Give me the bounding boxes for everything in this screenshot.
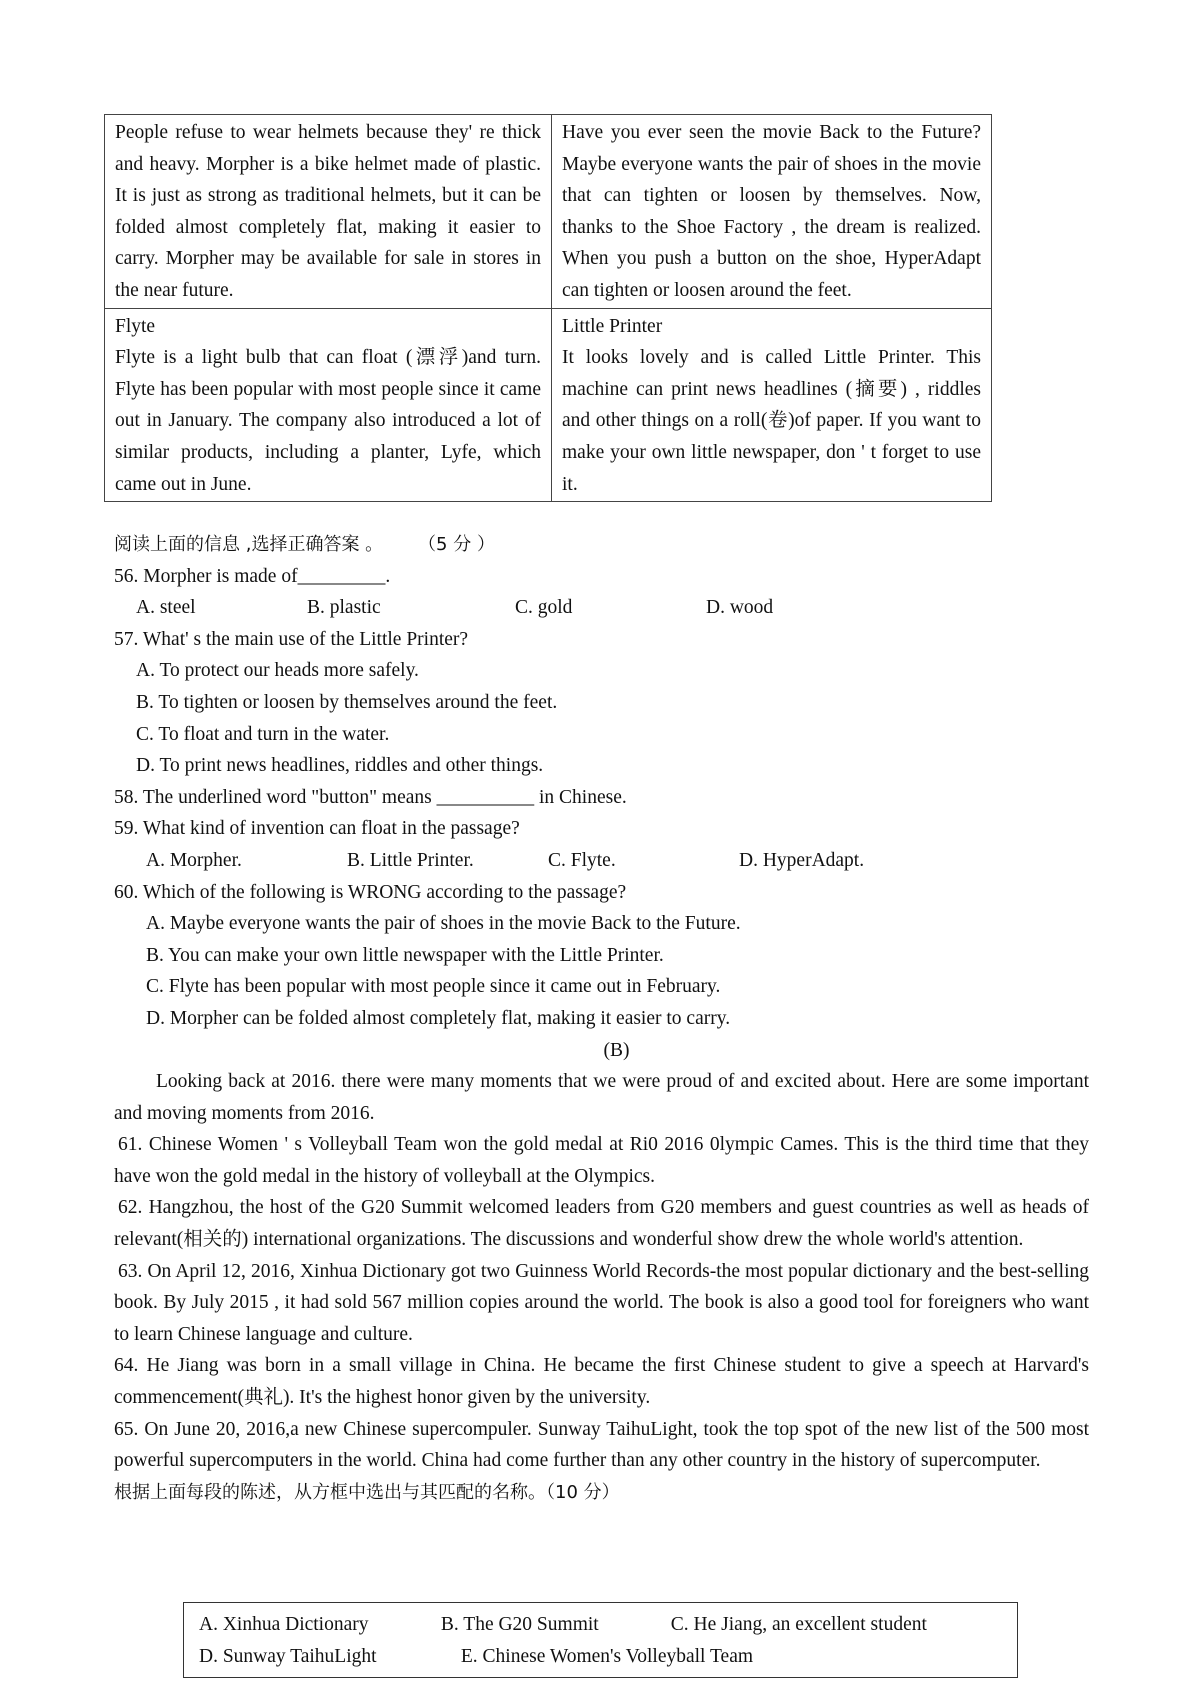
q56-options xyxy=(114,592,1089,624)
instruction-text: 阅读上面的信息 ,选择正确答案 。 xyxy=(114,534,384,555)
option: A. Maybe everyone wants the pair of shoes in the movie Back to the Future. xyxy=(146,913,741,935)
choice: E. Chinese Women's Volleyball Team xyxy=(460,1645,754,1667)
option: A. steel xyxy=(136,597,196,619)
option: D. Morpher can be folded almost completely flat, making it easier to carry. xyxy=(146,1007,731,1029)
option: A. Morpher. xyxy=(146,849,242,871)
answer-choices-box xyxy=(183,1602,1018,1678)
cell-title: Little Printer xyxy=(562,315,663,337)
cell-text: It looks lovely and is called Little Printer. This machine can print news headlines (摘要) , riddles and other things on a roll(卷)of paper. If you want to make your own little newspaper, don ' t forget to use it. xyxy=(562,347,981,495)
hyperadapt-cell xyxy=(552,115,992,309)
item-63: 63. On April 12, 2016, Xinhua Dictionary got two Guinness World Records-the most popular dictionary and the best-selling book. By July 2015 , it had sold 567 million copies around the world. The book is also a good tool for foreigners who want to learn Chinese language and culture. xyxy=(114,1260,1089,1345)
inventions-table xyxy=(104,114,992,502)
cell-text: Have you ever seen the movie Back to the Future? Maybe everyone wants the pair of shoes in the movie that can tighten or loosen by themselves. Now, thanks to the Shoe Factory , the dream is realized. When you push a button on the shoe, HyperAdapt can tighten or loosen around the feet. xyxy=(562,122,981,301)
option: B. To tighten or loosen by themselves around the feet. xyxy=(136,691,558,713)
little-printer-cell xyxy=(552,308,992,502)
choice-row xyxy=(199,1609,1017,1641)
choice: B. The G20 Summit xyxy=(440,1614,599,1635)
question-59: 59. What kind of invention can float in the passage? xyxy=(114,818,520,840)
choice: D. Sunway TaihuLight xyxy=(199,1645,377,1667)
option: D. To print news headlines, riddles and other things. xyxy=(136,755,544,777)
option: A. To protect our heads more safely. xyxy=(136,660,419,682)
item-64: 64. He Jiang was born in a small village in China. He became the first Chinese student to give a speech at Harvard's commencement(典礼). It's the highest honor given by the university. xyxy=(114,1355,1089,1409)
question-56: 56. Morpher is made of_________. xyxy=(114,565,391,587)
section-b-heading: (B) xyxy=(603,1039,630,1061)
item-61: 61. Chinese Women ' s Volleyball Team won the gold medal at Ri0 2016 0lympic Cames. This is the third time that they have won the gold medal in the history of volleyball at the Olympics. xyxy=(114,1134,1089,1187)
choice-row xyxy=(199,1641,1017,1673)
q59-options xyxy=(114,845,1089,877)
section-b-intro: Looking back at 2016. there were many moments that we were proud of and excited about. Here are some important and moving moments from 2016. xyxy=(114,1071,1089,1124)
question-57: 57. What' s the main use of the Little Printer? xyxy=(114,628,469,650)
question-58: 58. The underlined word "button" means __________ in Chinese. xyxy=(114,786,627,808)
option: C. gold xyxy=(515,597,573,619)
option: B. Little Printer. xyxy=(347,849,474,871)
option: D. HyperAdapt. xyxy=(739,849,865,871)
option: B. You can make your own little newspaper with the Little Printer. xyxy=(146,944,664,966)
points-text: （5 分 ） xyxy=(418,534,495,555)
option: C. Flyte has been popular with most people since it came out in February. xyxy=(146,976,721,998)
option: C. Flyte. xyxy=(548,849,616,871)
option: B. plastic xyxy=(307,597,381,619)
cell-title: Flyte xyxy=(115,315,156,337)
morpher-cell xyxy=(105,115,552,309)
questions-area xyxy=(114,529,1089,1508)
item-65: 65. On June 20, 2016,a new Chinese supercompuler. Sunway TaihuLight, took the top spot of the new list of the 500 most powerful supercomputers in the world. China had come further than any other country in the history of supercomputer. xyxy=(114,1418,1089,1472)
section-b-instruction xyxy=(114,1477,1089,1509)
question-60: 60. Which of the following is WRONG according to the passage? xyxy=(114,881,627,903)
item-62: 62. Hangzhou, the host of the G20 Summit welcomed leaders from G20 members and guest countries as well as heads of relevant(相关的) international organizations. The discussions and wonderful show drew the whole world's attention. xyxy=(114,1197,1089,1251)
option: D. wood xyxy=(706,597,774,619)
choice: C. He Jiang, an excellent student xyxy=(670,1614,927,1635)
choice: A. Xinhua Dictionary xyxy=(199,1614,369,1635)
option: C. To float and turn in the water. xyxy=(136,723,390,745)
cell-text: People refuse to wear helmets because they' re thick and heavy. Morpher is a bike helmet made of plastic. It is just as strong as traditional helmets, but it can be folded almost completely flat, making it easier to carry. Morpher may be available for sale in stores in the near future. xyxy=(115,122,541,301)
instruction-text: 根据上面每段的陈述，从方框中选出与其匹配的名称。（10 分） xyxy=(114,1481,620,1503)
flyte-cell xyxy=(105,308,552,502)
cell-text: Flyte is a light bulb that can float (漂浮)and turn. Flyte has been popular with most people since it came out in January. The company also introduced a lot of similar products, including a planter, Lyfe, which came out in June. xyxy=(115,347,541,495)
section-a-instruction xyxy=(114,529,1089,561)
